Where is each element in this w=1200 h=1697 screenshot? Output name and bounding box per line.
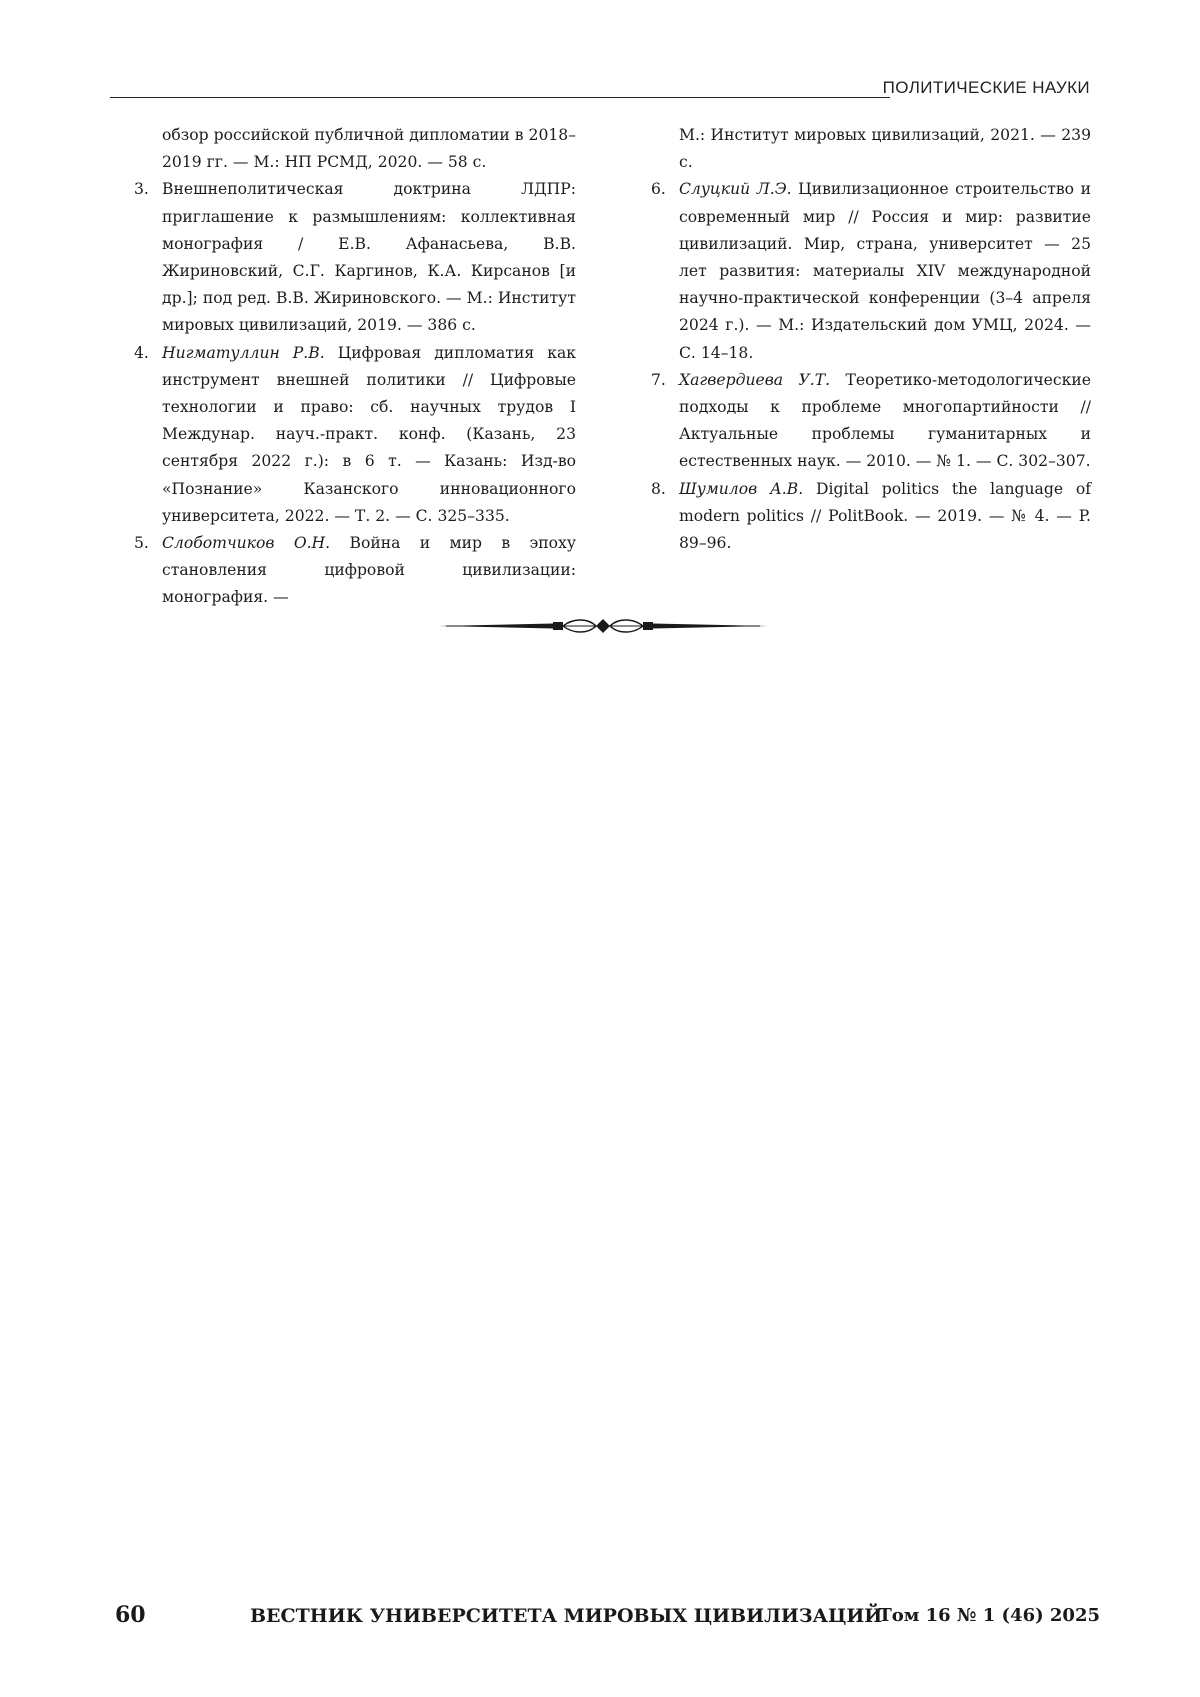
reference-text: Война и мир в эпоху становления цифровой цивилизации: монография. — — [162, 534, 576, 607]
reference-number: 8. — [651, 479, 666, 498]
reference-author: Хагвердиева У.Т. — [679, 370, 831, 389]
references-left-column — [124, 122, 576, 612]
reference-number: 7. — [651, 370, 666, 389]
page-number: 60 — [115, 1602, 146, 1628]
reference-number: 6. — [651, 180, 666, 199]
section-title: ПОЛИТИЧЕСКИЕ НАУКИ — [882, 78, 1090, 97]
reference-author: Шумилов А.В. — [679, 479, 804, 498]
reference-text: Цивилизационное строительство и современный мир // Россия и мир: развитие цивилизаций. Мир, страна, университет — 25 лет развития: материалы XIV международной научно-практической конференции (3–4 апреля 2024 г.). — М.: Издательский дом УМЦ, 2024. — С. 14–18. — [679, 180, 1091, 362]
reference-author: Нигматуллин Р.В. — [162, 343, 325, 362]
running-header — [110, 78, 1090, 100]
reference-item — [641, 367, 1091, 476]
reference-continuation: М.: Институт мировых цивилизаций, 2021. — 239 с. — [679, 126, 1091, 172]
reference-item — [641, 176, 1091, 366]
reference-item — [124, 340, 576, 530]
reference-text: Цифровая дипломатия как инструмент внешней политики // Цифровые технологии и право: сб. научных трудов I Междунар. науч.-практ. конф. (Казань, 23 сентября 2022 г.): в 6 т. — Казань: Изд-во «Познание» Казанского инновационного университета, 2022. — Т. 2. — С. 325–335. — [162, 343, 576, 525]
issue-info: Том 16 № 1 (46) 2025 — [878, 1605, 1100, 1626]
references-right-column — [641, 122, 1091, 557]
header-rule — [110, 97, 890, 98]
reference-item — [124, 530, 576, 612]
reference-author: Слоботчиков О.Н. — [162, 534, 331, 553]
reference-item — [641, 476, 1091, 558]
reference-author: Слуцкий Л.Э. — [679, 180, 792, 199]
reference-number: 4. — [134, 343, 149, 362]
reference-continuation: обзор российской публичной дипломатии в 2018–2019 гг. — М.: НП РСМД, 2020. — 58 с. — [162, 126, 576, 172]
reference-text: Digital politics the language of modern politics // PolitBook. — 2019. — № 4. — P. 89–96. — [679, 479, 1091, 553]
decorative-divider-icon — [438, 614, 768, 638]
reference-number: 3. — [134, 180, 149, 199]
reference-item — [124, 176, 576, 339]
page-footer — [110, 1602, 1100, 1632]
reference-number: 5. — [134, 534, 149, 553]
journal-title: ВЕСТНИК УНИВЕРСИТЕТА МИРОВЫХ ЦИВИЛИЗАЦИЙ — [250, 1605, 883, 1627]
reference-text: Внешнеполитическая доктрина ЛДПР: приглашение к размышлениям: коллективная монография / Е.В. Афанасьева, В.В. Жириновский, С.Г. Каргинов, К.А. Кирсанов [и др.]; под ред. В.В. Жириновского. — М.: Институт мировых цивилизаций, 2019. — 386 с. — [162, 180, 576, 335]
reference-text: Теоретико-методологические подходы к проблеме многопартийности // Актуальные проблемы гуманитарных и естественных наук. — 2010. — № 1. — С. 302–307. — [679, 370, 1092, 471]
